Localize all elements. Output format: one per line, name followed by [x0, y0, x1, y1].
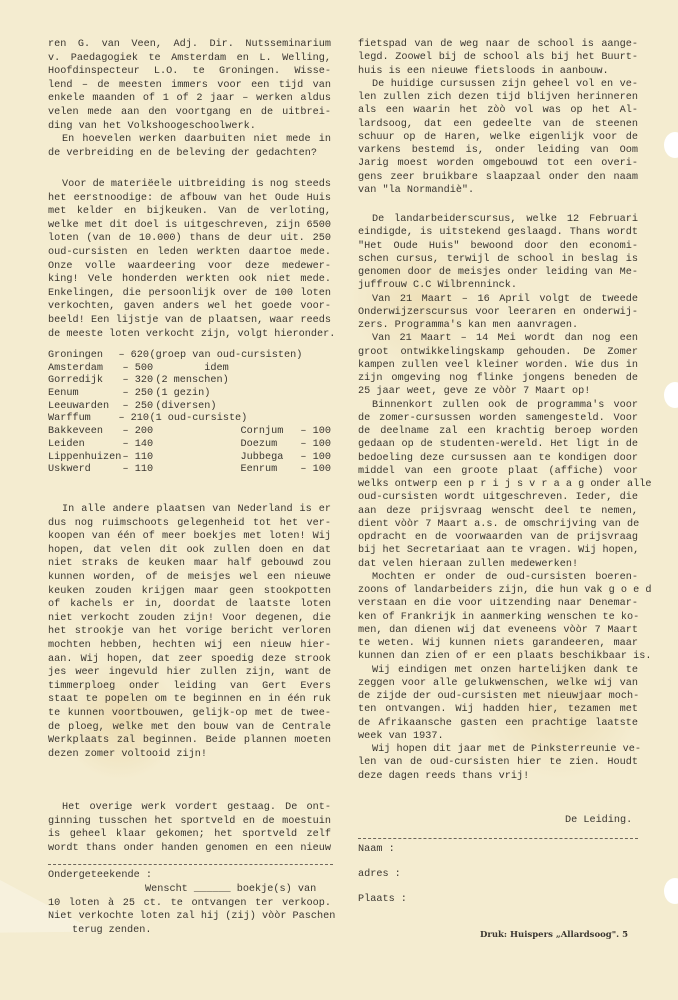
text-line: Jarig moest worden omgebouwd tot een overi- — [358, 158, 638, 170]
text-line: dat velen hieraan zullen medewerken! — [358, 558, 579, 570]
text-line: Voor de materiëele uitbreiding is nog steeds — [62, 179, 331, 190]
text-line: Onze volle waardeering voor deze medewer- — [48, 260, 331, 272]
text-line: is geheel klaar gekomen; het sportveld zelf — [48, 829, 331, 841]
text-line: 25 jaar weet, geve ze vòòr 7 Maart op! — [358, 386, 591, 398]
paragraph — [358, 213, 638, 293]
table-row — [48, 439, 331, 452]
text-line: koopen van één of meer boekjes met loten! Wij — [48, 531, 331, 543]
text-line: het strookje van het vorige bericht verloren — [48, 626, 331, 638]
text-line: beeld! Een lijstje van de plaatsen, waar reeds — [48, 314, 331, 326]
paragraph — [358, 38, 638, 78]
place-name: Warffum — [48, 413, 91, 425]
place-name — [241, 388, 296, 401]
text-line: Onderwijzerscursus voor leeraren en onderwij- — [358, 306, 638, 318]
note: (1 gezin) — [155, 388, 211, 400]
form-place-label: Plaats : — [358, 894, 407, 905]
place-name: Leeuwarden — [48, 400, 110, 412]
table-row — [48, 375, 331, 388]
text-line: Wij eindigen met onzen hartelijken dank te — [372, 664, 638, 676]
text-line: Van 21 Maart – 16 April volgt de tweede — [372, 293, 638, 305]
text-line: varkens bestemd is, onder leiding van Oom — [358, 145, 638, 156]
text-line: loten (van de 10.000) thans de deur uit. 250 — [48, 233, 331, 245]
table-row — [48, 413, 331, 426]
form-return-line: Niet verkochte loten zal hij (zij) vòòr Paschen — [48, 911, 336, 922]
text-line: welks ontwerp een p r i j s v r a a g onder alle — [358, 479, 652, 490]
text-line: juffrouw C.C Wilbrenninck. — [358, 280, 517, 292]
place-name: Leiden — [48, 438, 85, 450]
text-line: Wij hopen dit jaar met de Pinksterreunie ve- — [372, 744, 641, 755]
text-line: "Het Oude Huis" bewoond door den economi- — [358, 240, 638, 252]
table-row — [48, 388, 331, 401]
text-line: aan. Wij hopen, dat zeer spoedig deze strook — [48, 653, 331, 665]
place-name: Doezum — [240, 438, 278, 450]
text-line: gedaan op de studenten-wereld. Het ligt in de — [358, 439, 638, 451]
text-line: bedoeling deze cursussen aan te kondigen door — [358, 452, 638, 464]
place-name: Lippenhuizen — [48, 451, 122, 463]
lot-count: – 100 — [300, 464, 331, 476]
text-line: oud-cursisten en leden werkten daartoe mede. — [48, 246, 331, 258]
right-intro-text — [358, 38, 638, 197]
text-line: zijn omgeving nog flinke jongens beneden de — [358, 373, 638, 384]
text-line: velen mede aan den voortgang en de uitbrei- — [48, 106, 331, 118]
paragraph — [48, 133, 331, 160]
table-row — [48, 452, 331, 465]
right-courses-text — [358, 213, 652, 783]
text-line: kampen zullen veel kleiner worden. Wie dus in — [358, 359, 638, 371]
text-line: oud-cursisten wordt uitgeschreven. Ieder, die — [358, 492, 638, 504]
lot-count: – 100 — [300, 426, 331, 438]
paragraph — [48, 178, 336, 341]
lot-count — [296, 375, 331, 388]
text-line: deze dagen reeds thans vrij! — [358, 770, 530, 782]
lot-count: – 250 — [122, 400, 154, 412]
text-line: legd. Zoowel bij de school als bij het Buurt- — [358, 52, 638, 64]
lot-count: – 320 — [122, 375, 154, 387]
text-line: schen cursus, terwijl de school in beslag is — [358, 253, 638, 265]
text-line: zoons of landarbeiders zijn, die hun vak g o e d — [358, 585, 652, 596]
form-signee-label: Ondergeteekende : — [48, 870, 152, 881]
text-line: In alle andere plaatsen van Nederland is er — [62, 504, 331, 515]
text-line: de deelname zal een krachtig beroep worden — [358, 426, 638, 437]
note: (1 oud-cursiste) — [149, 413, 248, 425]
text-line: welke met dit doel is uitgeschreven, zijn 6500 — [48, 219, 331, 231]
text-line: enkele maanden of 1 of 2 jaar – werken aldus — [48, 93, 331, 105]
lot-count: – 100 — [300, 451, 331, 463]
paragraph — [358, 399, 652, 571]
text-line: ken of Frankrijk in aanmerking wenschen te ko- — [358, 611, 640, 623]
text-line: verstaan en die voor uitzending naar Denemar- — [358, 598, 638, 610]
text-line: wordt thans onder handen genomen en een nieuw — [48, 842, 331, 854]
place-name — [245, 413, 297, 426]
place-name — [241, 375, 296, 388]
text-line: Van 21 Maart – 14 Mei wordt dan nog een — [372, 333, 638, 345]
tear-off-divider-left — [48, 864, 333, 865]
text-line: mochten hebben, hechten wij een nieuw hier- — [48, 639, 331, 651]
note: idem — [155, 362, 229, 374]
text-line: eindigde, is uitstekend geslaagd. Thans wordt — [358, 227, 638, 239]
text-line: bij het Secretariaat aan te vragen. Wij hopen, — [358, 545, 640, 557]
form-name-label: Naam : — [358, 844, 395, 855]
text-line: timmerploeg onder leiding van Gert Evers — [48, 680, 331, 692]
text-line: of kachels er in, doordat de laatste loten — [48, 599, 331, 611]
left-lottery-text — [48, 178, 336, 341]
text-line: len zullen zich dezen tijd blijven herinneren — [358, 92, 638, 103]
text-line: als een waarin het zòò vol was op het Al- — [358, 105, 638, 117]
text-line: de meeste loten verkocht zijn, volgt hieronder. — [48, 328, 336, 340]
text-line: ginning tusschen het sportveld en de moestuin — [48, 815, 331, 827]
lot-count — [297, 350, 331, 363]
note: (2 menschen) — [155, 375, 229, 387]
paragraph — [358, 78, 638, 197]
punch-hole — [664, 132, 678, 158]
text-line: fietspad van de weg naar de school is aange- — [358, 39, 638, 50]
place-name: Bakkeveen — [48, 426, 104, 438]
text-line: len van de oud-cursisten hier te zien. Houdt — [358, 757, 638, 769]
lot-count: – 110 — [122, 464, 154, 476]
text-line: En hoevelen werken daarbuiten niet mede in — [62, 134, 331, 146]
text-line: Werkplaats zal beginnen. Beide plannen moeten — [48, 735, 331, 747]
paragraph — [48, 801, 331, 855]
note — [155, 452, 240, 465]
text-line: hopen, dat velen dit ook zullen doen en dat — [48, 544, 331, 556]
text-line: kunnen worden, of de meisjes wel een nieuwe — [48, 571, 331, 583]
punch-hole — [664, 382, 678, 408]
place-name — [241, 363, 296, 376]
text-line: niet verkocht zouden zijn! Voor degenen, die — [48, 612, 331, 624]
place-name: Eenum — [48, 388, 79, 400]
note — [155, 464, 240, 477]
text-line: de zijde der oud-cursisten met nieuwjaar moch- — [358, 691, 640, 702]
lot-count — [297, 413, 331, 426]
text-line: jes weer ingevuld hier zullen zijn, want de — [48, 667, 331, 679]
lot-count — [296, 401, 331, 414]
place-name: Amsterdam — [48, 362, 104, 374]
text-line: te weten. Wij kunnen niets garandeeren, maar — [358, 638, 638, 649]
table-row — [48, 426, 331, 439]
text-line: dus nog ruimschoots gelegenheid tot het ver- — [48, 517, 331, 529]
text-line: kunnen dan zien of er een plaats beschikbaar is. — [358, 651, 652, 663]
left-progress-text — [48, 801, 331, 855]
text-line: Mochten er onder de oud-cursisten boeren- — [372, 571, 638, 583]
text-line: week van 1937. — [358, 730, 444, 742]
text-line: zers. Programma's kan men aanvragen. — [358, 320, 579, 331]
text-line: schuur op de Haren, welke eigenlijk voor de — [358, 131, 638, 143]
text-line: gens zeer bruikbare slaapzaal onder den naam — [358, 171, 638, 183]
left-intro-text — [48, 38, 331, 160]
printer-footer: Druk: Huispers „Allardsoog". 5 — [480, 930, 629, 940]
place-name: Uskwerd — [48, 464, 91, 476]
text-line: lend – de meesten immers voor een tijd van — [48, 79, 331, 91]
text-line: Binnenkort zullen ook de programma's voor — [372, 399, 638, 411]
text-line: v. Paedagogiek te Amsterdam en L. Welling, — [48, 52, 331, 64]
table-row — [48, 363, 331, 376]
lot-count: – 250 — [122, 388, 154, 400]
text-line: opdracht en de voorwaarden van de prijsvraag — [358, 532, 638, 543]
text-line: de zomer-cursussen worden samengesteld. Voor — [358, 412, 638, 424]
text-line: De huidige cursussen zijn geheel vol en ve- — [372, 78, 638, 90]
text-line: zeggen voor alle gelukwenschen, welke wij van — [358, 677, 638, 689]
table-row — [48, 401, 331, 414]
note: (groep van oud-cursisten) — [149, 350, 303, 361]
text-line: Enkelingen, die persoonlijk over de 100 loten — [48, 287, 331, 299]
place-name — [241, 401, 296, 414]
form-lots-line: 10 loten à 25 ct. te ontvangen ter verkoop. — [48, 898, 331, 909]
place-name: Jubbega — [240, 451, 284, 463]
text-line: lardsoog, dat een gedeelte van de steenen — [358, 118, 638, 130]
text-line: aan deze prijsvraag wenscht deel te nemen, — [358, 505, 638, 517]
paragraph — [358, 332, 638, 398]
place-name: Cornjum — [240, 426, 284, 438]
text-line: van "la Normandiè". — [358, 184, 475, 196]
paragraph — [358, 743, 641, 783]
lot-count: – 200 — [122, 426, 154, 438]
text-line: men, dan dienen wij dat eveneens vòòr 7 Maart — [358, 624, 638, 636]
paragraph — [358, 664, 638, 744]
note: (diversen) — [155, 400, 217, 412]
text-line: verkochten, gaven anders wel het goede voor- — [48, 301, 331, 313]
text-line: huis is een nieuwe fietsloods in aanbouw. — [358, 65, 609, 77]
text-line: De landarbeiderscursus, welke 12 Februari — [372, 214, 638, 225]
text-line: ten ontvangen. Wij hadden hier, tezamen met — [358, 704, 638, 716]
note — [155, 439, 240, 452]
note — [155, 426, 240, 439]
form-address-label: adres : — [358, 869, 401, 880]
lot-count: – 140 — [122, 438, 154, 450]
text-line: groot ontwikkelingskamp gehouden. De Zomer — [358, 346, 638, 358]
text-line: ren G. van Veen, Adj. Dir. Nutsseminarium — [48, 39, 331, 50]
lottery-sales-table — [48, 350, 331, 477]
place-name: Groningen — [48, 350, 104, 361]
lot-count — [296, 388, 331, 401]
paragraph — [48, 38, 331, 133]
text-line: dezen zomer voltooid zijn! — [48, 748, 207, 760]
text-line: king! Vele honderden werkten ook niet mede. — [48, 274, 331, 286]
paragraph — [358, 571, 652, 664]
place-name — [245, 350, 297, 363]
text-line: genomen door de meisjes onder leiding van Me- — [358, 267, 638, 278]
text-line: de verbreiding en de beleving der gedachten? — [48, 147, 317, 159]
paragraph — [358, 293, 638, 333]
lot-count: – 100 — [300, 438, 331, 450]
lot-count: – 210 — [118, 413, 150, 425]
table-row — [48, 350, 331, 363]
form-booklets-line: Wenscht ______ boekje(s) van — [145, 884, 317, 895]
text-line: ding van het Volkshoogeschoolwerk. — [48, 120, 256, 132]
text-line: staat te popelen om te beginnen en in één ruk — [48, 694, 331, 706]
form-return-line-end: terug zenden. — [72, 925, 152, 936]
place-name: Gorredijk — [48, 375, 104, 387]
table-row — [48, 464, 331, 477]
text-line: middel van een groote plaat (affiche) voor — [358, 465, 638, 477]
paragraph — [48, 503, 331, 761]
text-line: de Afrikaansche gasten een prachtige laatste — [358, 717, 638, 729]
text-line: met kelder en bijkeuken. Van de verloting, — [48, 206, 331, 218]
text-line: niet straks de keuken maar half gebouwd zou — [48, 558, 331, 570]
lot-count: – 110 — [122, 451, 154, 463]
tear-off-divider-right — [358, 838, 638, 839]
lot-count — [296, 363, 331, 376]
text-line: Het overige werk vordert gestaag. De ont- — [62, 802, 331, 813]
text-line: de ploeg, welke met den bouw van de Centrale — [48, 721, 331, 733]
text-line: dient vòòr 7 Maart a.s. de omschrijving van de — [358, 518, 640, 530]
text-line: Hoofdinspecteur L.O. te Groningen. Wisse- — [48, 66, 331, 78]
punch-hole — [664, 878, 678, 904]
lot-count: – 620 — [118, 350, 150, 361]
place-name: Eenrum — [240, 464, 278, 476]
left-appeal-text — [48, 503, 331, 761]
signature: De Leiding. — [565, 815, 633, 826]
text-line: te kunnen voortbouwen, gelijk-op met de twee- — [48, 707, 331, 719]
lot-count: – 500 — [122, 362, 154, 374]
text-line: keuken zouden krijgen maar geen stookpotten — [48, 585, 331, 597]
text-line: het eerstnoodige: de afbouw van het Oude Huis — [48, 192, 331, 204]
